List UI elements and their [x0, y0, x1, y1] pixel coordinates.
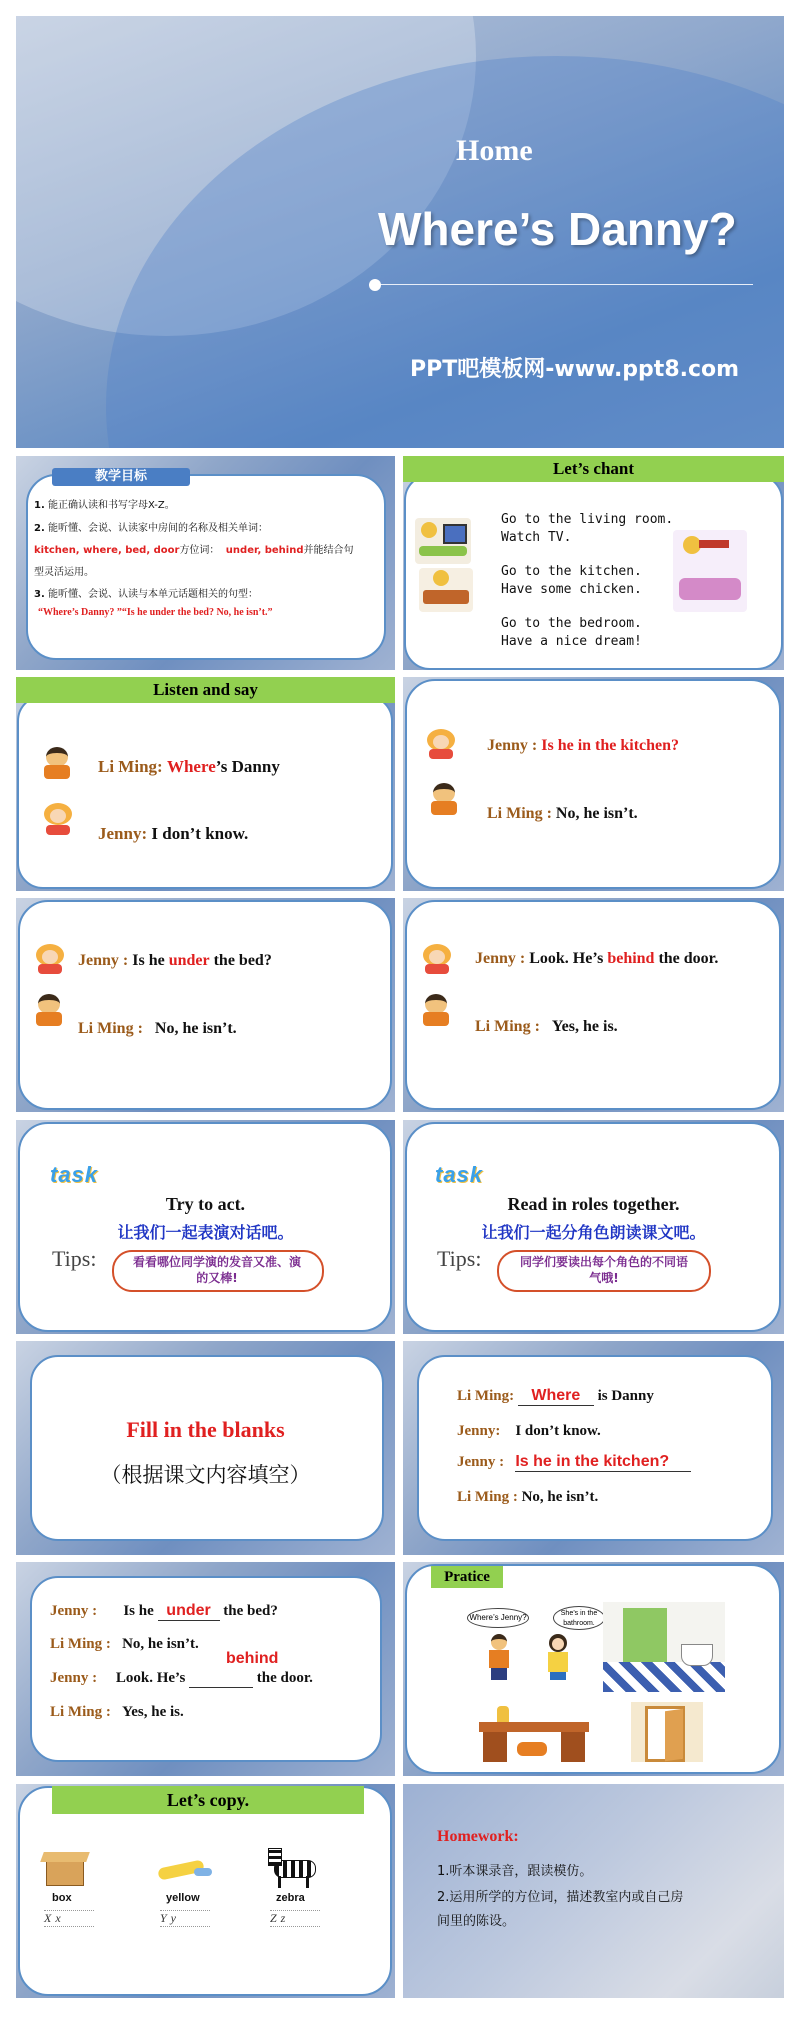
objectives-slide: [16, 456, 395, 670]
task1-cn: 让我们一起表演对话吧。: [117, 1223, 294, 1242]
task-badge: task: [50, 1162, 99, 1187]
jenny-avatar: [30, 944, 72, 976]
objective-2b: kitchen, where, bed, door方位词： under, behind并能结合句: [34, 545, 354, 556]
word-zebra: zebra: [276, 1892, 305, 1904]
fill-card: [30, 1355, 384, 1541]
fill-subtitle: （根据课文内容填空）: [100, 1463, 311, 1487]
bedroom-image: [673, 530, 747, 612]
fill-line-1: Li Ming: Where is Danny: [457, 1387, 654, 1404]
listen-line-2: Jenny: I don’t know.: [98, 824, 249, 843]
listen-line-1: Li Ming: Where’s Danny: [98, 757, 280, 776]
fill-answers2-slide: [16, 1562, 395, 1776]
dialog4-line-1: Jenny : Look. He’s behind the door.: [475, 950, 719, 967]
task2-slide: [403, 1120, 784, 1334]
speech-bubble-1: Where’s Jenny?: [467, 1608, 529, 1628]
letters-x: Xx: [44, 1910, 94, 1927]
task1-title: Try to act.: [165, 1194, 246, 1214]
practice-slide: [403, 1562, 784, 1776]
li-ming-avatar: [425, 783, 465, 817]
dialog4-line-2: Li Ming : Yes, he is.: [475, 1018, 618, 1035]
homework-line-3: 间里的陈设。: [437, 1914, 516, 1929]
listen-header: Listen and say: [16, 677, 395, 703]
yellow-icon: [158, 1860, 212, 1880]
living-room-image: [415, 518, 471, 564]
task1-slide: [16, 1120, 395, 1334]
letters-y: Yy: [160, 1910, 210, 1927]
chant-slide: [403, 456, 784, 670]
homework-line-1: 1.听本课录音，跟读模仿。: [437, 1864, 593, 1879]
fill2-line-1: Jenny : Is he under the bed?: [50, 1602, 278, 1619]
zebra-icon: [264, 1846, 328, 1888]
tips-text: 看看哪位同学演的发音又准、演的又棒!: [132, 1255, 301, 1285]
speech-bubble-2: She’s in the bathroom.: [553, 1606, 605, 1630]
tips-label: Tips:: [437, 1246, 482, 1271]
dialog2-line-1: Jenny : Is he in the kitchen?: [487, 737, 680, 754]
fill2-line-3: Jenny : Look. He’s the door.: [50, 1670, 313, 1686]
dialog2-line-2: Li Ming : No, he isn’t.: [487, 805, 638, 822]
dialog4-card: [405, 900, 781, 1110]
objective-3: 3. 能听懂、会说、认读与本单元话题相关的句型：: [34, 589, 258, 600]
chant-line-4: Have some chicken.: [501, 582, 642, 597]
fill-line-2: Jenny: I don’t know.: [457, 1423, 601, 1439]
objective-2c: 型灵活运用。: [34, 567, 94, 578]
objectives-label: 教学目标: [52, 468, 190, 486]
homework-line-2: 2.运用所学的方位词，描述教室内或自己房: [437, 1890, 684, 1905]
li-ming-avatar: [30, 994, 70, 1028]
fill2-line-4: Li Ming : Yes, he is.: [50, 1704, 184, 1720]
letters-z: Zz: [270, 1910, 320, 1927]
task-badge: task: [435, 1162, 484, 1187]
tips-text: 同学们要读出每个角色的不同语气哦!: [519, 1255, 688, 1285]
title-slide: [16, 16, 784, 448]
jenny-avatar: [421, 729, 463, 761]
li-ming-avatar: [38, 747, 78, 781]
task2-title: Read in roles together.: [507, 1194, 680, 1214]
fill-line-3: Jenny : Is he in the kitchen?: [457, 1453, 691, 1472]
desk-image: [479, 1706, 589, 1762]
objective-2: 2. 能听懂、会说、认读家中房间的名称及相关单词：: [34, 523, 268, 534]
chant-line-3: Go to the kitchen.: [501, 564, 642, 579]
fill-title: Fill in the blanks: [126, 1417, 285, 1442]
objective-3b: “Where’s Danny? ”“Is he under the bed? No, he isn’t.”: [38, 607, 273, 618]
word-box: box: [52, 1892, 72, 1904]
dialog2-slide: [403, 677, 784, 891]
door-image: [631, 1702, 703, 1762]
divider-dot: [369, 279, 381, 291]
copy-slide: [16, 1784, 395, 1998]
chant-line-6: Have a nice dream!: [501, 634, 642, 649]
task2-cn: 让我们一起分角色朗读课文吧。: [481, 1223, 706, 1242]
dialog3-slide: [16, 898, 395, 1112]
site-label: PPT吧模板网-www.ppt8.com: [410, 357, 740, 382]
boy-figure: [487, 1634, 511, 1680]
word-yellow: yellow: [166, 1892, 200, 1904]
title-divider: [378, 284, 753, 285]
kitchen-image: [419, 568, 473, 612]
chant-line-1: Go to the living room.: [501, 512, 674, 527]
fill-answers-card: [417, 1355, 773, 1541]
box-icon: [40, 1852, 90, 1886]
girl-figure: [545, 1634, 571, 1680]
dialog3-card: [18, 900, 392, 1110]
jenny-avatar: [38, 803, 80, 837]
jenny-avatar: [417, 944, 459, 976]
fill-answers-slide: [403, 1341, 784, 1555]
dialog4-slide: [403, 898, 784, 1112]
listen-card: [17, 695, 393, 889]
copy-card: [18, 1786, 392, 1996]
chant-line-2: Watch TV.: [501, 530, 572, 545]
tips-label: Tips:: [52, 1246, 97, 1271]
fill2-answer-behind: behind: [226, 1650, 279, 1667]
bathroom-image: [603, 1602, 725, 1692]
homework-slide: [403, 1784, 784, 1998]
copy-header: Let’s copy.: [52, 1786, 364, 1814]
chant-header: Let’s chant: [403, 456, 784, 482]
subtitle: Home: [456, 134, 533, 167]
listen-slide: [16, 677, 395, 891]
fill-title-slide: [16, 1341, 395, 1555]
fill2-line-2: Li Ming : No, he isn’t.: [50, 1636, 199, 1652]
objective-1: 1. 能正确认读和书写字母X-Z。: [34, 500, 175, 511]
dialog3-line-1: Jenny : Is he under the bed?: [78, 952, 272, 969]
li-ming-avatar: [417, 994, 457, 1028]
page-title: Where’s Danny?: [378, 203, 737, 255]
chant-line-5: Go to the bedroom.: [501, 616, 642, 631]
fill-line-4: Li Ming : No, he isn’t.: [457, 1489, 599, 1505]
practice-label: Pratice: [431, 1566, 503, 1588]
dialog3-line-2: Li Ming : No, he isn’t.: [78, 1020, 237, 1037]
homework-title: Homework:: [437, 1828, 519, 1845]
